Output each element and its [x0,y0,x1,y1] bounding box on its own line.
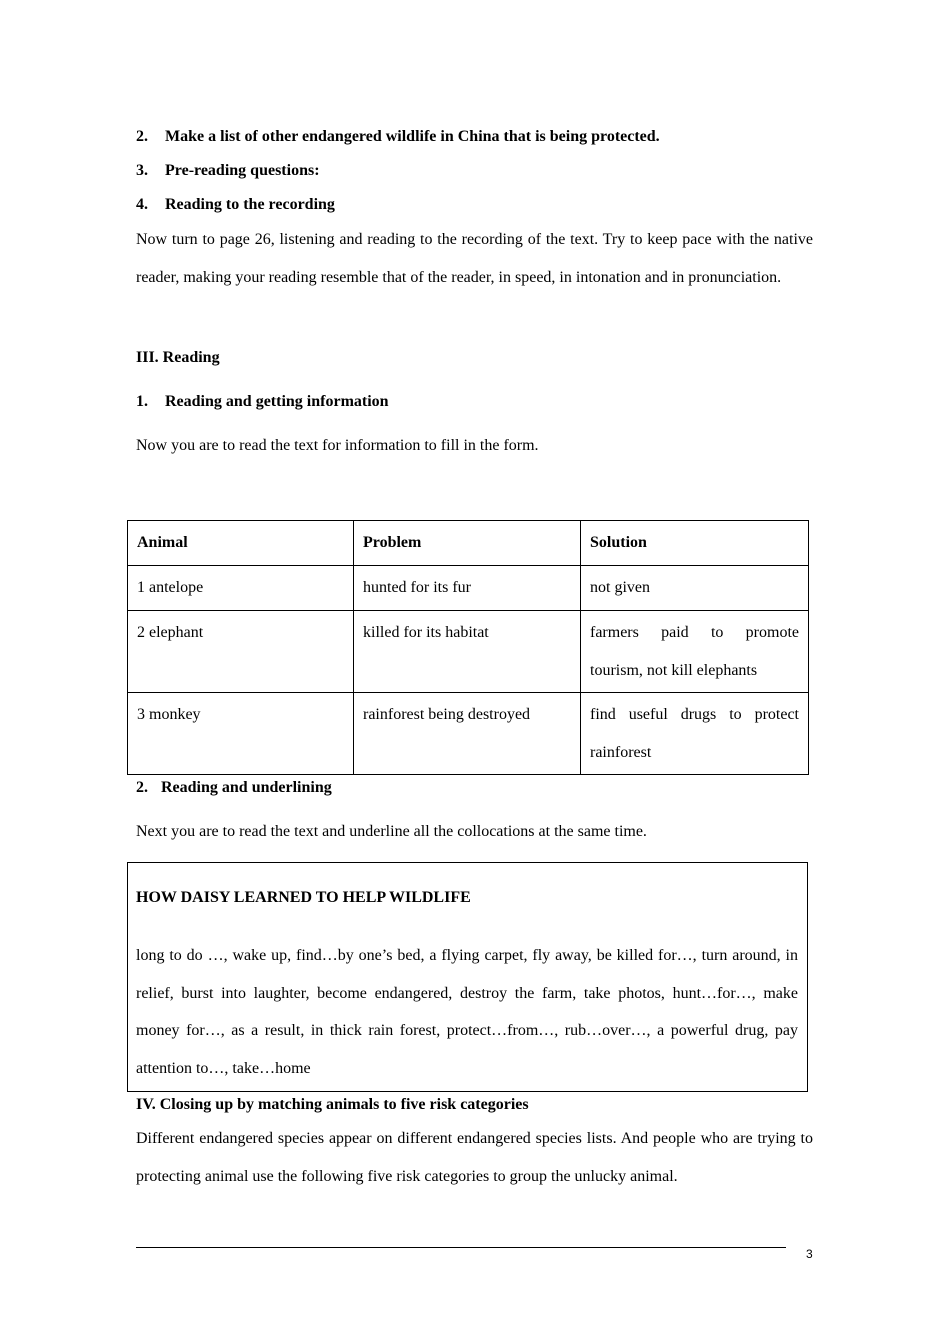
table-cell: find useful drugs to protect rainforest [581,693,809,775]
section-heading: IV. Closing up by matching animals to five risk categories [136,1096,529,1113]
table-row [128,693,809,775]
list-number: 2. [136,128,148,145]
instruction-text: Now you are to read the text for information to fill in the form. [136,437,539,454]
table-cell: 2 elephant [128,611,354,693]
subsection-number: 1. [136,393,148,410]
instruction-text: Next you are to read the text and underline all the collocations at the same time. [136,823,647,840]
table-row [128,611,809,693]
subsection-title: Reading and underlining [161,779,332,796]
page-number: 3 [806,1247,813,1261]
list-number: 3. [136,162,148,179]
collocations-text: long to do …, wake up, find…by one’s bed, a flying carpet, fly away, be killed for…, turn around, in relief, burst into laughter, become endangered, destroy the farm, take photos, hunt…for…, make money for…, as a result, in thick rain forest, protect…from…, rub…over…, a powerful drug, pay attention to…, take…home [136,947,798,1077]
table-header-cell: Solution [581,521,809,566]
box-title: HOW DAISY LEARNED TO HELP WILDLIFE [136,889,471,906]
list-item [136,161,320,181]
subsection-heading [136,778,332,798]
table-cell: not given [581,566,809,611]
list-number: 4. [136,196,148,213]
table-cell: rainforest being destroyed [354,693,581,775]
closing-paragraph: Different endangered species appear on different endangered species lists. And people who are trying to protecting animal use the following five risk categories to group the unlucky animal. [136,1130,813,1185]
subsection-number: 2. [136,779,148,796]
table-header-row [128,521,809,566]
table-cell: killed for its habitat [354,611,581,693]
list-item [136,195,335,215]
list-item [136,127,660,147]
subsection-heading [136,392,389,412]
table-cell: hunted for its fur [354,566,581,611]
information-table [127,520,809,775]
list-text: Pre-reading questions: [165,162,320,179]
recording-paragraph: Now turn to page 26, listening and reading to the recording of the text. Try to keep pace with the native reader, making your reading resemble that of the reader, in speed, in intonation and in pronunciation. [136,231,813,286]
section-heading: III. Reading [136,349,220,366]
table-cell: 1 antelope [128,566,354,611]
table-row [128,566,809,611]
list-text: Make a list of other endangered wildlife in China that is being protected. [165,128,660,145]
collocations-box [127,862,808,1092]
subsection-title: Reading and getting information [165,393,389,410]
list-text: Reading to the recording [165,196,335,213]
footer-divider [136,1247,786,1248]
table-cell: 3 monkey [128,693,354,775]
table-header-cell: Problem [354,521,581,566]
table-cell: farmers paid to promote tourism, not kill elephants [581,611,809,693]
table-header-cell: Animal [128,521,354,566]
